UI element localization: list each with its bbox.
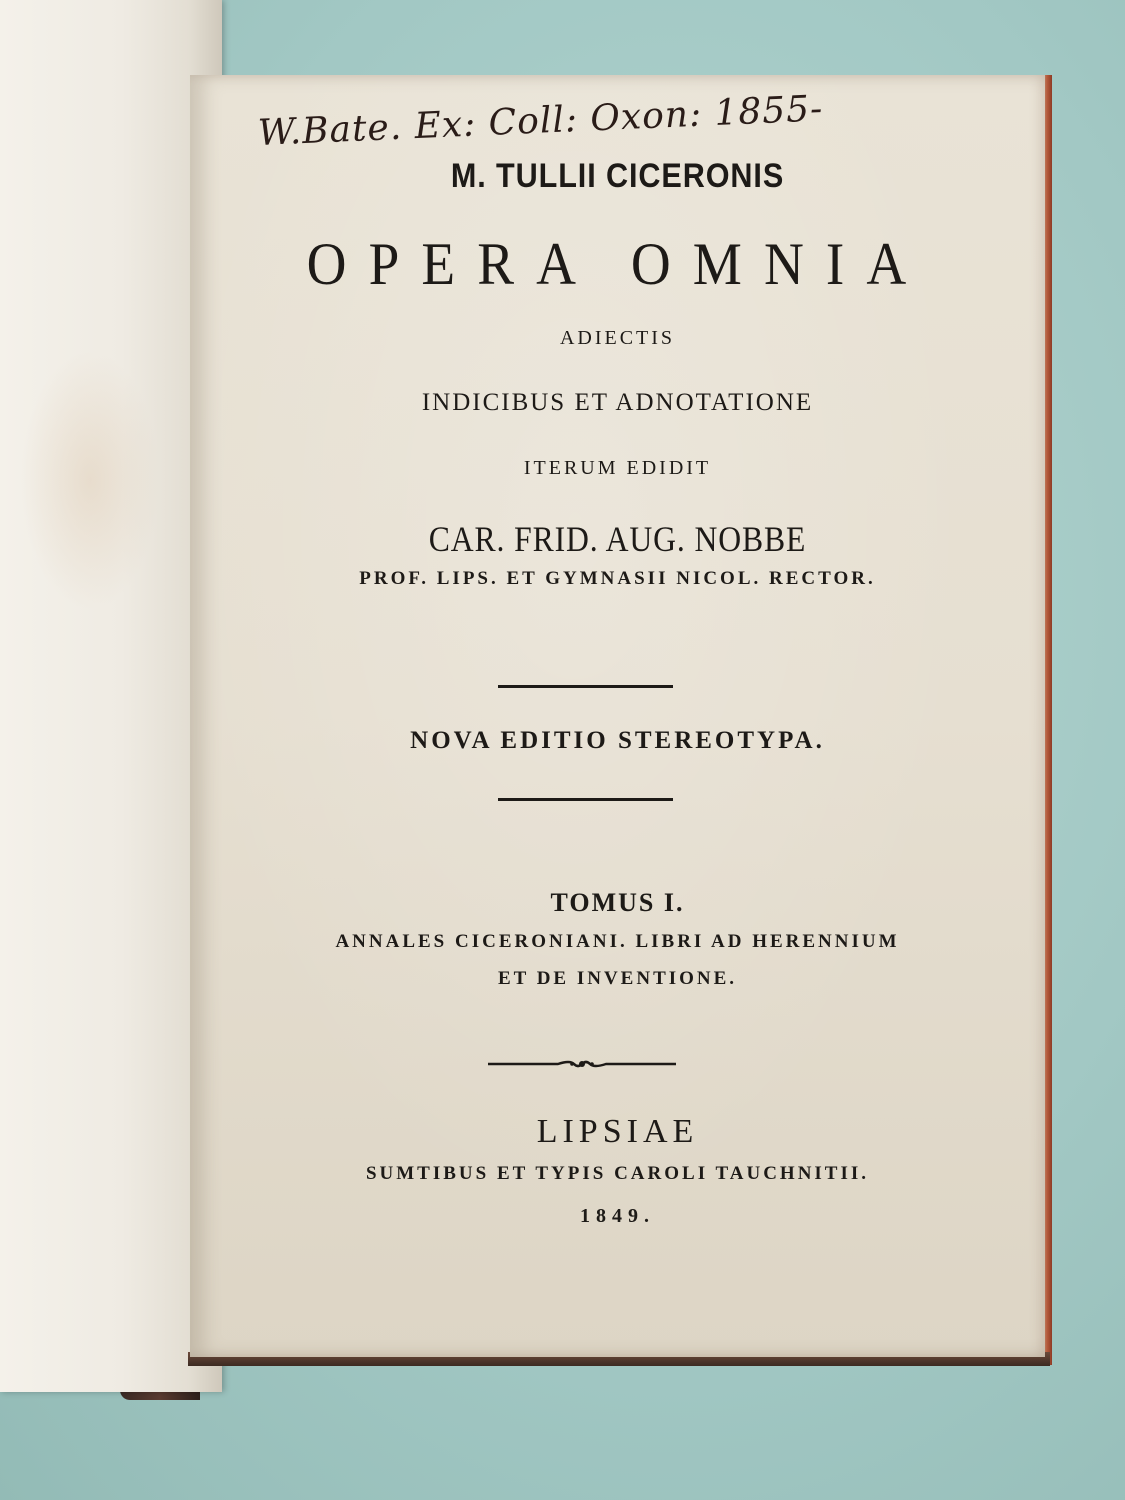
divider-rule	[498, 798, 673, 801]
imprint-publisher: SUMTIBUS ET TYPIS CAROLI TAUCHNITII.	[365, 1163, 870, 1184]
indicibus-line: INDICIBUS ET ADNOTATIONE	[421, 389, 814, 416]
ornament-rule-icon	[488, 1055, 676, 1073]
adiectis-line: ADIECTIS	[559, 327, 676, 349]
editor-title: PROF. LIPS. ET GYMNASII NICOL. RECTOR.	[359, 568, 876, 589]
imprint-year: 1849.	[580, 1205, 655, 1227]
volume-line: TOMUS I.	[550, 888, 685, 917]
contents-line: ANNALES CICERONIANI. LIBRI AD HERENNIUM	[335, 931, 900, 952]
title-page	[190, 75, 1045, 1357]
imprint-city: LIPSIAE	[536, 1113, 699, 1150]
contents-line: ET DE INVENTIONE.	[497, 968, 738, 989]
iterum-edidit-line: ITERUM EDIDIT	[523, 457, 712, 479]
author-line: M. TULLII CICERONIS	[450, 157, 785, 195]
divider-rule	[498, 685, 673, 688]
handwritten-inscription: W.Bate. Ex: Coll: Oxon: 1855-	[257, 88, 825, 154]
book-title: OPERA OMNIA	[306, 231, 929, 297]
editor-name: CAR. FRID. AUG. NOBBE	[428, 519, 807, 559]
edition-line: NOVA EDITIO STEREOTYPA.	[410, 727, 825, 754]
left-flyleaf-page	[0, 0, 222, 1392]
